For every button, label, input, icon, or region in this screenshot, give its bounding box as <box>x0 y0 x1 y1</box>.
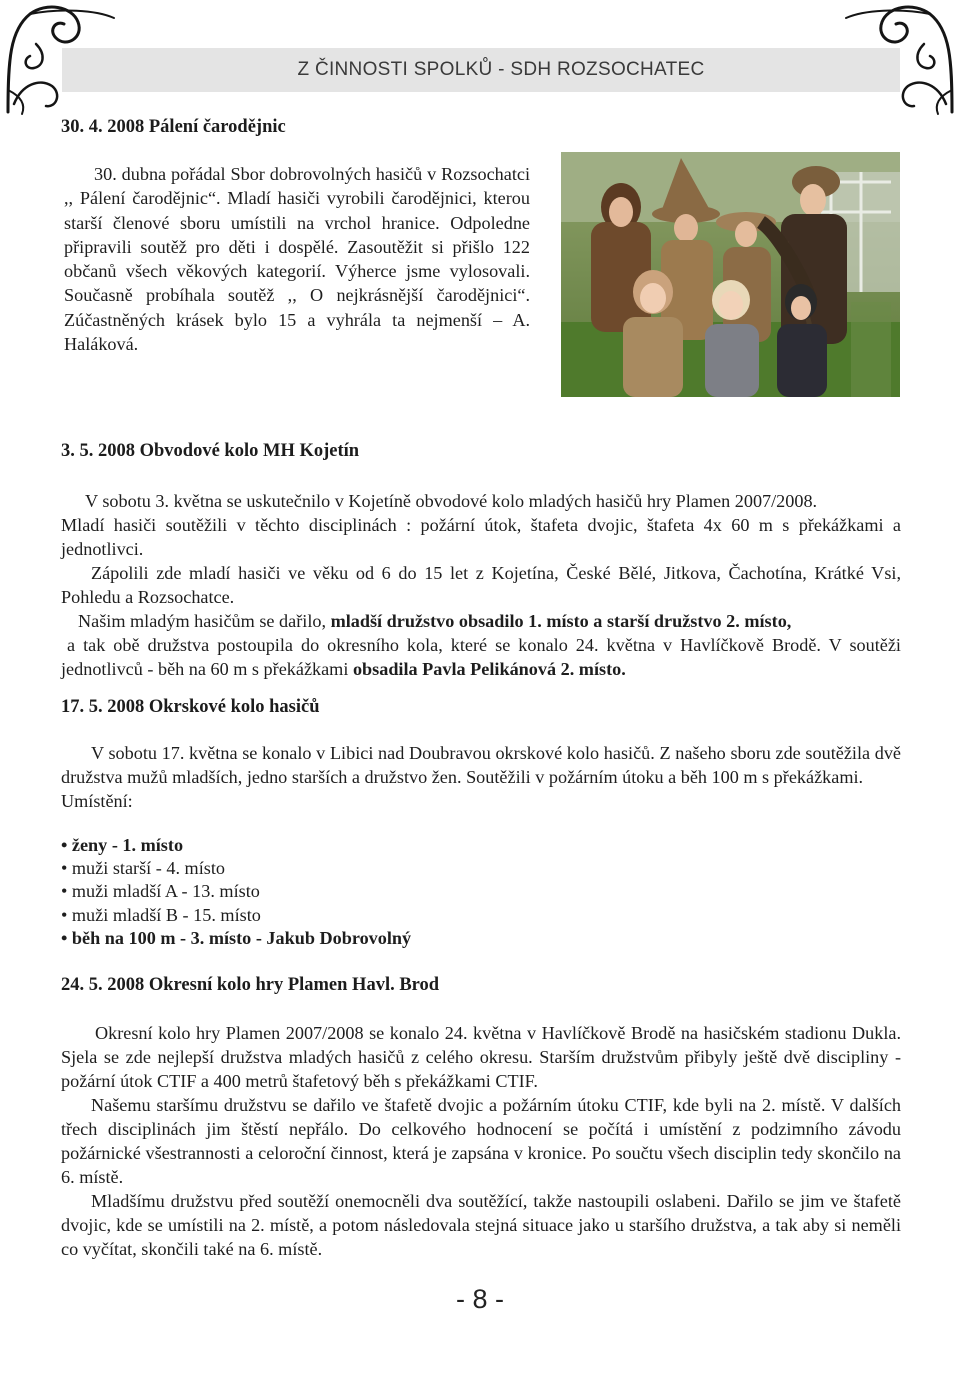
paleni-carodejnic-paragraph: 30. dubna pořádal Sbor dobrovolných hasičů v Rozsochatci ,, Pálení čarodějnic“. Mladí hasiči vyrobili čarodějnici, kterou starší členové sboru umístili na vrchol hranice. Odpoledne připravili soutěž pro děti i dospělé. Zasoutěžit si přišlo 122 občanů všech věkových kategorií. Výherce jsme vylosovali. Současně probíhala soutěž ,, O nejkrásnější čarodějnici“. Zúčastněných krásek bylo 15 a vyhrála ta nejmenší – A. Haláková. <box>64 164 530 355</box>
obvodove-kolo-p1: V sobotu 3. května se uskutečnilo v Kojetíně obvodové kolo mladých hasičů hry Plamen 2007/2008. <box>85 491 818 511</box>
obvodove-kolo-p5 <box>61 633 901 681</box>
obvodove-kolo-p4-result: mladší družstvo obsadilo 1. místo a starší družstvo 2. místo, <box>330 611 792 631</box>
header-bar <box>62 48 900 92</box>
section-heading-okrskove-kolo: 17. 5. 2008 Okrskové kolo hasičů <box>61 697 320 717</box>
witches-photo <box>561 152 900 397</box>
list-item: • běh na 100 m - 3. místo - Jakub Dobrovolný <box>61 927 412 948</box>
obvodove-kolo-p5-intro: a tak obě družstva postoupila do okresního kola, které se konalo 24. května v Havlíčkově Brodě. V soutěži jednotlivců - běh na 60 m s překážkami <box>61 635 901 679</box>
list-item: • ženy - 1. místo <box>61 835 184 855</box>
obvodove-kolo-p5-result: obsadila Pavla Pelikánová 2. místo. <box>352 659 626 679</box>
okrskove-kolo-text <box>61 741 901 813</box>
section-heading-obvodove-kolo: 3. 5. 2008 Obvodové kolo MH Kojetín <box>61 441 360 461</box>
okresni-kolo-p3: Mladšímu družstvu před soutěží onemocněli dva soutěžící, takže nastoupili oslabeni. Dařilo se jim ve štafetě dvojic, kde se umístili na 2. místě, a potom následovala stejná situace jako u staršího družstva, a tak aby si neměli co vyčítat, skončili také na 6. místě. <box>61 1191 901 1259</box>
placement-list <box>61 834 661 950</box>
okresni-kolo-text <box>61 1021 901 1261</box>
placement-label: Umístění: <box>61 791 133 811</box>
section-text-column <box>64 162 530 356</box>
obvodove-kolo-p4 <box>61 609 901 633</box>
obvodove-kolo-text <box>61 489 901 681</box>
page-number: - 8 - <box>455 1284 504 1314</box>
list-item: • muži starší - 4. místo <box>61 858 225 879</box>
list-item: • muži mladší A - 13. místo <box>61 881 260 902</box>
obvodove-kolo-p3: Zápolili zde mladí hasiči ve věku od 6 do 15 let z Kojetína, České Bělé, Jitkova, Čachotína, Krátké Vsi, Pohledu a Rozsochatce. <box>61 563 901 607</box>
photo-illustration <box>561 152 900 397</box>
section-heading-paleni-carodejnic: 30. 4. 2008 Pálení čarodějnic <box>61 117 286 137</box>
section-heading-okresni-kolo: 24. 5. 2008 Okresní kolo hry Plamen Havl. Brod <box>61 975 440 995</box>
obvodove-kolo-p4-intro: Našim mladým hasičům se dařilo, <box>78 611 327 631</box>
okresni-kolo-p1: Okresní kolo hry Plamen 2007/2008 se konalo 24. května v Havlíčkově Brodě na hasičském stadionu Dukla. Sjela se zde nejlepší družstva mladých hasičů z celého okresu. Starším družstvům přibyly ještě dvě discipliny - požární útok CTIF a 400 metrů štafetový běh s překážkami CTIF. <box>61 1023 901 1091</box>
okresni-kolo-p2: Našemu staršímu družstvu se dařilo ve štafetě dvojic a požárním útoku CTIF, kde byli na 2. místě. V dalších třech disciplinách jim štěstí nepřálo. Do celkového hodnocení se počítá i umístění z podzimního závodu požárnické všestrannosti a celoroční činnost, která je zapsána v kronice. Po součtu všech disciplin tedy skončilo na 6. místě. <box>61 1095 901 1187</box>
obvodove-kolo-p2: Mladí hasiči soutěžili v těchto disciplinách : požární útok, štafeta dvojic, štafeta 4x 60 m s překážkami a jednotlivci. <box>61 515 901 559</box>
okrskove-kolo-p1: V sobotu 17. května se konalo v Libici nad Doubravou okrskové kolo hasičů. Z našeho sboru zde soutěžila dvě družstva mužů mladších, jedno starších a družstvo žen. Soutěžili v požárním útoku a běh 100 m s překážkami. <box>61 743 901 787</box>
header-title: Z ČINNOSTI SPOLKŮ - SDH ROZSOCHATEC <box>297 59 705 80</box>
list-item: • muži mladší B - 15. místo <box>61 904 261 925</box>
